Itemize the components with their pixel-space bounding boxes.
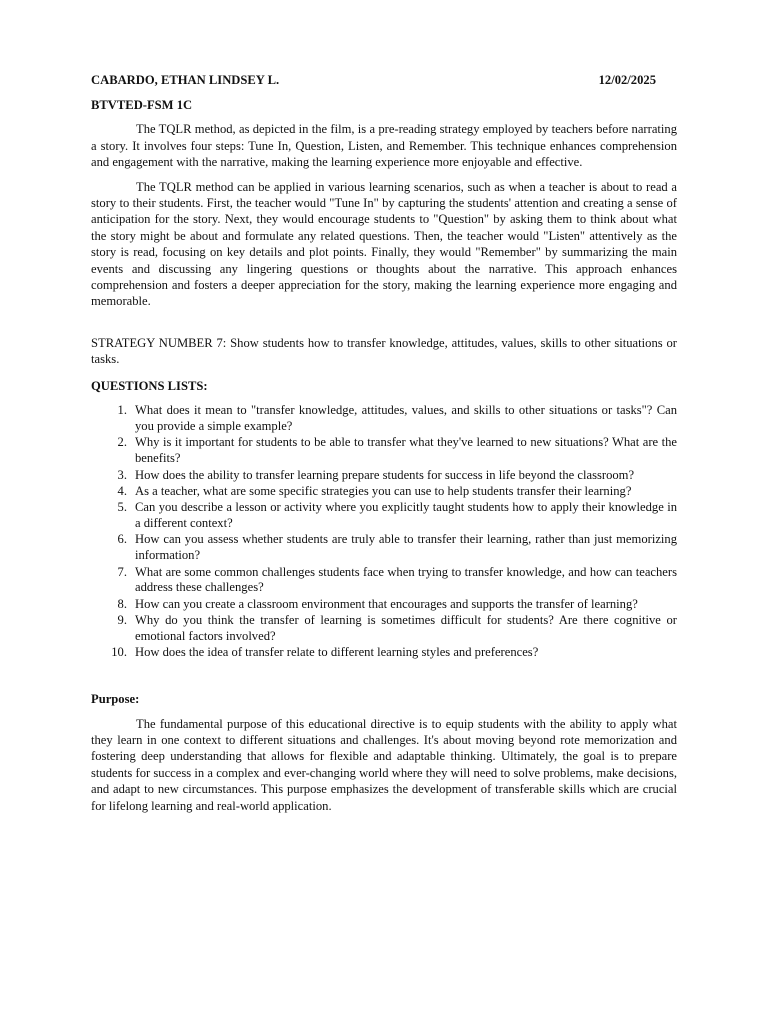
list-number: 2. xyxy=(117,435,127,450)
question-text: Can you describe a lesson or activity where you explicitly taught students how to apply their knowledge in a different context? xyxy=(135,500,677,530)
list-item xyxy=(91,403,677,435)
paragraph-intro: The TQLR method, as depicted in the film, is a pre-reading strategy employed by teachers before narrating a story. It involves four steps: Tune In, Question, Listen, and Remember. This technique enhances comprehension and engagement with the narrative, making the learning experience more enjoyable and effective. xyxy=(91,122,677,170)
question-text: What does it mean to "transfer knowledge, attitudes, values, and skills to other situations or tasks"? Can you provide a simple example? xyxy=(135,403,677,433)
list-item xyxy=(91,565,677,597)
questions-heading: QUESTIONS LISTS: xyxy=(91,378,208,393)
list-item xyxy=(91,645,677,661)
questions-list xyxy=(91,403,677,661)
list-item xyxy=(91,613,677,645)
course-section: BTVTED-FSM 1C xyxy=(91,98,193,112)
header-row xyxy=(91,72,677,88)
student-name: CABARDO, ETHAN LINDSEY L. xyxy=(91,73,280,87)
list-item xyxy=(91,597,677,613)
paragraph-application: The TQLR method can be applied in various learning scenarios, such as when a teacher is about to read a story to their students. First, the teacher would "Tune In" by capturing the students' attention and creating a sense of anticipation for the story. Next, they would encourage students to "Question" by asking them to think about what the story might be about and formulate any related questions. Then, the teacher would "Listen" attentively as the story is read, focusing on key details and plot points. Finally, they would "Remember" by summarizing the main events and discussing any lingering questions or thoughts about the narrative. This approach enhances comprehension and fosters a deeper appreciation for the story, making the learning experience more engaging and memorable. xyxy=(91,179,677,309)
question-text: How does the ability to transfer learning prepare students for success in life beyond the classroom? xyxy=(135,467,635,482)
purpose-heading: Purpose: xyxy=(91,692,140,707)
question-text: Why do you think the transfer of learning is sometimes difficult for students? Are there cognitive or emotional factors involved? xyxy=(135,613,677,643)
list-item xyxy=(91,435,677,467)
question-text: How can you create a classroom environment that encourages and supports the transfer of learning? xyxy=(135,596,638,611)
list-number: 3. xyxy=(117,467,127,482)
list-number: 4. xyxy=(117,483,127,498)
question-text: Why is it important for students to be able to transfer what they've learned to new situations? What are the benefits? xyxy=(135,435,677,466)
question-text: How does the idea of transfer relate to different learning styles and preferences? xyxy=(135,645,539,660)
document-body xyxy=(91,72,677,814)
paragraph-purpose: The fundamental purpose of this educational directive is to equip students with the ability to apply what they learn in one context to different situations and challenges. It's about moving beyond rote memorization and fostering deep understanding that allows for flexible and adaptable thinking. Ultimately, the goal is to prepare students for success in a complex and ever-changing world where they will need to solve problems, make decisions, and adapt to new circumstances. This purpose emphasizes the development of transferable skills which are crucial for lifelong learning and real-world application. xyxy=(91,716,677,813)
strategy-statement: STRATEGY NUMBER 7: Show students how to transfer knowledge, attitudes, values, skills to other situations or tasks. xyxy=(91,335,677,367)
list-item xyxy=(91,532,677,564)
list-item xyxy=(91,484,677,500)
list-item xyxy=(91,500,677,532)
list-item xyxy=(91,468,677,484)
list-number: 8. xyxy=(117,596,127,611)
question-text: What are some common challenges students face when trying to transfer knowledge, and how can teachers address these challenges? xyxy=(135,564,677,595)
list-number: 10. xyxy=(111,645,127,660)
list-number: 6. xyxy=(117,532,127,547)
question-text: How can you assess whether students are truly able to transfer their learning, rather than just memorizing information? xyxy=(135,532,677,563)
question-text: As a teacher, what are some specific strategies you can use to help students transfer their learning? xyxy=(135,483,632,498)
list-number: 1. xyxy=(117,403,127,418)
document-date: 12/02/2025 xyxy=(598,73,656,87)
list-number: 5. xyxy=(117,500,127,515)
list-number: 9. xyxy=(117,613,127,627)
list-number: 7. xyxy=(117,564,127,579)
